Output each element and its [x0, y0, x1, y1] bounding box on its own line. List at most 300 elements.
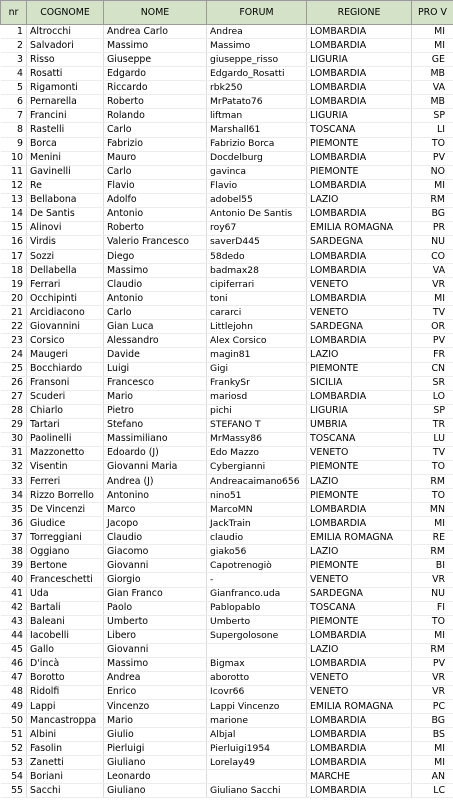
cell-regione: LAZIO [307, 545, 412, 559]
cell-prov: MI [412, 742, 453, 756]
header-forum: FORUM [207, 1, 307, 25]
cell-nr: 55 [1, 784, 27, 798]
cell-cognome: Gavinelli [27, 165, 104, 179]
cell-prov: NU [412, 235, 453, 249]
cell-nome: Flavio [104, 179, 207, 193]
table-row [1, 306, 453, 320]
cell-prov: BI [412, 559, 453, 573]
cell-regione: LIGURIA [307, 109, 412, 123]
table-row [1, 685, 453, 699]
table-row [1, 700, 453, 714]
cell-nr: 40 [1, 573, 27, 587]
table-row [1, 418, 453, 432]
table-row [1, 264, 453, 278]
cell-cognome: De Vincenzi [27, 503, 104, 517]
cell-regione: SICILIA [307, 376, 412, 390]
table-row [1, 545, 453, 559]
header-prov: PRO V [412, 1, 453, 25]
cell-cognome: Bellabona [27, 193, 104, 207]
cell-forum: cipiferrari [207, 278, 307, 292]
cell-prov: VR [412, 278, 453, 292]
cell-nome: Giovanni [104, 559, 207, 573]
cell-nr: 31 [1, 446, 27, 460]
cell-nome: Francesco [104, 376, 207, 390]
cell-nr: 35 [1, 503, 27, 517]
cell-nr: 14 [1, 207, 27, 221]
cell-regione: TOSCANA [307, 123, 412, 137]
cell-regione: LOMBARDIA [307, 503, 412, 517]
cell-nr: 37 [1, 531, 27, 545]
cell-nome: Mario [104, 390, 207, 404]
cell-nome: Massimo [104, 39, 207, 53]
cell-cognome: Franceschetti [27, 573, 104, 587]
cell-regione: VENETO [307, 671, 412, 685]
table-row [1, 559, 453, 573]
cell-nr: 39 [1, 559, 27, 573]
cell-prov: VA [412, 264, 453, 278]
cell-forum: pichi [207, 404, 307, 418]
cell-nome: Giovanni Maria [104, 460, 207, 474]
cell-cognome: Boriani [27, 770, 104, 784]
cell-forum [207, 770, 307, 784]
cell-prov: TO [412, 489, 453, 503]
cell-regione: LOMBARDIA [307, 292, 412, 306]
cell-nr: 16 [1, 235, 27, 249]
cell-nome: Edoardo (J) [104, 446, 207, 460]
cell-forum: saverD445 [207, 235, 307, 249]
table-row [1, 742, 453, 756]
cell-forum: cararci [207, 306, 307, 320]
cell-forum: Alex Corsico [207, 334, 307, 348]
cell-cognome: Oggiano [27, 545, 104, 559]
cell-cognome: Giudice [27, 517, 104, 531]
table-row [1, 334, 453, 348]
cell-forum: Supergolosone [207, 629, 307, 643]
cell-regione: LAZIO [307, 475, 412, 489]
cell-regione: EMILIA ROMAGNA [307, 700, 412, 714]
cell-nr: 28 [1, 404, 27, 418]
cell-nome: Giacomo [104, 545, 207, 559]
cell-nr: 46 [1, 657, 27, 671]
cell-cognome: Ferreri [27, 475, 104, 489]
cell-prov: PV [412, 151, 453, 165]
cell-prov: SP [412, 109, 453, 123]
cell-nome: Alessandro [104, 334, 207, 348]
cell-cognome: Bartali [27, 601, 104, 615]
table-row [1, 728, 453, 742]
table-row [1, 39, 453, 53]
cell-regione: LOMBARDIA [307, 784, 412, 798]
cell-forum: Icovr66 [207, 685, 307, 699]
table-row [1, 657, 453, 671]
cell-nome: Antonino [104, 489, 207, 503]
table-row [1, 53, 453, 67]
cell-nr: 47 [1, 671, 27, 685]
cell-nome: Andrea (J) [104, 475, 207, 489]
cell-regione: LOMBARDIA [307, 629, 412, 643]
cell-prov: CO [412, 250, 453, 264]
cell-forum: STEFANO T [207, 418, 307, 432]
cell-cognome: Paolinelli [27, 432, 104, 446]
cell-cognome: Torreggiani [27, 531, 104, 545]
cell-cognome: Occhipinti [27, 292, 104, 306]
cell-prov: SP [412, 404, 453, 418]
cell-nome: Adolfo [104, 193, 207, 207]
table-row [1, 629, 453, 643]
table-row [1, 404, 453, 418]
cell-cognome: Risso [27, 53, 104, 67]
cell-cognome: Mancastroppa [27, 714, 104, 728]
cell-regione: LOMBARDIA [307, 390, 412, 404]
cell-forum: JackTrain [207, 517, 307, 531]
cell-prov: FI [412, 601, 453, 615]
cell-prov: FR [412, 348, 453, 362]
cell-forum: Littlejohn [207, 320, 307, 334]
cell-nome: Massimiliano [104, 432, 207, 446]
cell-nr: 1 [1, 25, 27, 39]
cell-forum: Albjal [207, 728, 307, 742]
cell-forum: FrankySr [207, 376, 307, 390]
table-row [1, 81, 453, 95]
table-row [1, 320, 453, 334]
cell-cognome: Visentin [27, 460, 104, 474]
cell-nr: 51 [1, 728, 27, 742]
table-row [1, 278, 453, 292]
cell-forum [207, 643, 307, 657]
table-row [1, 109, 453, 123]
cell-nr: 49 [1, 700, 27, 714]
cell-prov: MI [412, 292, 453, 306]
cell-cognome: Sozzi [27, 250, 104, 264]
cell-cognome: Bocchiardo [27, 362, 104, 376]
cell-nr: 36 [1, 517, 27, 531]
cell-cognome: Salvadori [27, 39, 104, 53]
table-row [1, 292, 453, 306]
cell-nome: Claudio [104, 278, 207, 292]
table-row [1, 714, 453, 728]
table-row [1, 376, 453, 390]
cell-nr: 9 [1, 137, 27, 151]
cell-forum: Umberto [207, 615, 307, 629]
cell-forum: Pablopablo [207, 601, 307, 615]
cell-nome: Gian Franco [104, 587, 207, 601]
cell-regione: LOMBARDIA [307, 728, 412, 742]
cell-regione: LAZIO [307, 193, 412, 207]
cell-regione: TOSCANA [307, 601, 412, 615]
cell-nome: Fabrizio [104, 137, 207, 151]
cell-cognome: Fransoni [27, 376, 104, 390]
table-row [1, 193, 453, 207]
cell-nr: 15 [1, 221, 27, 235]
cell-nr: 19 [1, 278, 27, 292]
cell-cognome: Zanetti [27, 756, 104, 770]
cell-forum: Lorelay49 [207, 756, 307, 770]
cell-regione: LOMBARDIA [307, 67, 412, 81]
cell-prov: VR [412, 573, 453, 587]
cell-nome: Giuliano [104, 784, 207, 798]
table-row [1, 123, 453, 137]
cell-nr: 11 [1, 165, 27, 179]
cell-nome: Claudio [104, 531, 207, 545]
cell-prov: SR [412, 376, 453, 390]
cell-regione: LOMBARDIA [307, 517, 412, 531]
table-row [1, 432, 453, 446]
cell-forum: Pierluigi1954 [207, 742, 307, 756]
cell-nome: Enrico [104, 685, 207, 699]
cell-nome: Rolando [104, 109, 207, 123]
cell-regione: LOMBARDIA [307, 95, 412, 109]
cell-nome: Gian Luca [104, 320, 207, 334]
cell-regione: PIEMONTE [307, 615, 412, 629]
cell-forum: marione [207, 714, 307, 728]
cell-regione: LOMBARDIA [307, 179, 412, 193]
cell-regione: LOMBARDIA [307, 25, 412, 39]
table-row [1, 587, 453, 601]
cell-prov: MI [412, 629, 453, 643]
table-row [1, 770, 453, 784]
cell-forum: MarcoMN [207, 503, 307, 517]
cell-cognome: Bertone [27, 559, 104, 573]
table-row [1, 460, 453, 474]
cell-nome: Edgardo [104, 67, 207, 81]
cell-cognome: De Santis [27, 207, 104, 221]
table-row [1, 151, 453, 165]
cell-forum: adobel55 [207, 193, 307, 207]
cell-regione: LOMBARDIA [307, 657, 412, 671]
cell-forum: Giuliano Sacchi [207, 784, 307, 798]
cell-cognome: Rigamonti [27, 81, 104, 95]
cell-prov: PR [412, 221, 453, 235]
table-row [1, 446, 453, 460]
cell-cognome: Rizzo Borrello [27, 489, 104, 503]
cell-forum: Edo Mazzo [207, 446, 307, 460]
cell-prov: TR [412, 418, 453, 432]
cell-nome: Mario [104, 714, 207, 728]
cell-regione: LOMBARDIA [307, 714, 412, 728]
cell-nr: 53 [1, 756, 27, 770]
cell-prov: NO [412, 165, 453, 179]
table-row [1, 250, 453, 264]
cell-forum: aborotto [207, 671, 307, 685]
cell-nome: Libero [104, 629, 207, 643]
table-row [1, 756, 453, 770]
cell-cognome: Dellabella [27, 264, 104, 278]
table-row [1, 348, 453, 362]
cell-forum: roy67 [207, 221, 307, 235]
cell-regione: LAZIO [307, 348, 412, 362]
cell-prov: MI [412, 39, 453, 53]
cell-forum: Andrea [207, 25, 307, 39]
table-row [1, 67, 453, 81]
header-nome: NOME [104, 1, 207, 25]
cell-cognome: Iacobelli [27, 629, 104, 643]
header-regione: REGIONE [307, 1, 412, 25]
table-row [1, 235, 453, 249]
cell-cognome: Scuderi [27, 390, 104, 404]
table-row [1, 137, 453, 151]
cell-nr: 6 [1, 95, 27, 109]
cell-forum: Gigi [207, 362, 307, 376]
cell-regione: LOMBARDIA [307, 151, 412, 165]
cell-nr: 41 [1, 587, 27, 601]
table-row [1, 165, 453, 179]
cell-prov: VR [412, 671, 453, 685]
cell-prov: GE [412, 53, 453, 67]
cell-nome: Pierluigi [104, 742, 207, 756]
cell-forum: Andreacaimano656 [207, 475, 307, 489]
cell-prov: TO [412, 137, 453, 151]
cell-cognome: Borca [27, 137, 104, 151]
cell-nr: 32 [1, 460, 27, 474]
cell-cognome: Ridolfi [27, 685, 104, 699]
cell-cognome: Corsico [27, 334, 104, 348]
cell-regione: PIEMONTE [307, 460, 412, 474]
cell-cognome: Albini [27, 728, 104, 742]
cell-cognome: Chiarlo [27, 404, 104, 418]
cell-nome: Marco [104, 503, 207, 517]
header-nr: nr [1, 1, 27, 25]
cell-nr: 54 [1, 770, 27, 784]
cell-nome: Giuliano [104, 756, 207, 770]
cell-prov: MB [412, 67, 453, 81]
cell-cognome: Rosatti [27, 67, 104, 81]
cell-forum: giuseppe_risso [207, 53, 307, 67]
table-row [1, 517, 453, 531]
cell-nome: Leonardo [104, 770, 207, 784]
cell-cognome: Virdis [27, 235, 104, 249]
cell-nome: Antonio [104, 207, 207, 221]
cell-prov: RM [412, 545, 453, 559]
cell-nome: Vincenzo [104, 700, 207, 714]
cell-cognome: Sacchi [27, 784, 104, 798]
cell-cognome: Gallo [27, 643, 104, 657]
cell-prov: TV [412, 306, 453, 320]
table-row [1, 179, 453, 193]
cell-regione: PIEMONTE [307, 362, 412, 376]
cell-nr: 4 [1, 67, 27, 81]
cell-regione: TOSCANA [307, 432, 412, 446]
cell-prov: MI [412, 756, 453, 770]
cell-forum: nino51 [207, 489, 307, 503]
cell-nome: Carlo [104, 165, 207, 179]
cell-prov: PC [412, 700, 453, 714]
cell-regione: LIGURIA [307, 53, 412, 67]
cell-forum: gavinca [207, 165, 307, 179]
cell-nome: Jacopo [104, 517, 207, 531]
cell-forum: Bigmax [207, 657, 307, 671]
cell-regione: VENETO [307, 446, 412, 460]
cell-prov: MB [412, 95, 453, 109]
cell-prov: CN [412, 362, 453, 376]
cell-regione: EMILIA ROMAGNA [307, 221, 412, 235]
cell-prov: RE [412, 531, 453, 545]
cell-nr: 48 [1, 685, 27, 699]
table-row [1, 615, 453, 629]
cell-nr: 29 [1, 418, 27, 432]
cell-cognome: Arcidiacono [27, 306, 104, 320]
cell-regione: LOMBARDIA [307, 334, 412, 348]
cell-regione: PIEMONTE [307, 165, 412, 179]
cell-prov: MN [412, 503, 453, 517]
cell-cognome: Fasolin [27, 742, 104, 756]
cell-regione: LOMBARDIA [307, 81, 412, 95]
cell-nr: 25 [1, 362, 27, 376]
cell-nr: 7 [1, 109, 27, 123]
cell-prov: TO [412, 615, 453, 629]
table-row [1, 573, 453, 587]
cell-cognome: Re [27, 179, 104, 193]
cell-nome: Giuseppe [104, 53, 207, 67]
cell-nr: 42 [1, 601, 27, 615]
cell-forum: Fabrizio Borca [207, 137, 307, 151]
cell-nome: Paolo [104, 601, 207, 615]
cell-nr: 8 [1, 123, 27, 137]
cell-regione: EMILIA ROMAGNA [307, 531, 412, 545]
cell-nr: 43 [1, 615, 27, 629]
cell-prov: BG [412, 207, 453, 221]
cell-regione: SARDEGNA [307, 587, 412, 601]
cell-forum: MrPatato76 [207, 95, 307, 109]
cell-regione: LOMBARDIA [307, 756, 412, 770]
cell-cognome: Alinovi [27, 221, 104, 235]
cell-regione: PIEMONTE [307, 489, 412, 503]
cell-nome: Massimo [104, 657, 207, 671]
cell-prov: PV [412, 334, 453, 348]
cell-prov: MI [412, 179, 453, 193]
cell-nr: 18 [1, 264, 27, 278]
cell-regione: LOMBARDIA [307, 742, 412, 756]
table-row [1, 601, 453, 615]
cell-cognome: Borotto [27, 671, 104, 685]
header-row [1, 1, 453, 25]
cell-forum: giako56 [207, 545, 307, 559]
cell-cognome: Lappi [27, 700, 104, 714]
table-row [1, 25, 453, 39]
cell-prov: BG [412, 714, 453, 728]
cell-nr: 5 [1, 81, 27, 95]
cell-nome: Davide [104, 348, 207, 362]
cell-nr: 13 [1, 193, 27, 207]
cell-prov: TO [412, 460, 453, 474]
cell-nr: 20 [1, 292, 27, 306]
cell-prov: OR [412, 320, 453, 334]
cell-prov: TV [412, 446, 453, 460]
cell-nr: 44 [1, 629, 27, 643]
cell-nome: Valerio Francesco [104, 235, 207, 249]
table-row [1, 362, 453, 376]
cell-nr: 45 [1, 643, 27, 657]
cell-nome: Andrea [104, 671, 207, 685]
cell-forum: Marshall61 [207, 123, 307, 137]
cell-nr: 2 [1, 39, 27, 53]
cell-cognome: Rastelli [27, 123, 104, 137]
cell-regione: PIEMONTE [307, 559, 412, 573]
cell-cognome: D'incà [27, 657, 104, 671]
cell-cognome: Uda [27, 587, 104, 601]
cell-prov: LI [412, 123, 453, 137]
cell-nr: 50 [1, 714, 27, 728]
cell-prov: NU [412, 587, 453, 601]
cell-prov: VA [412, 81, 453, 95]
cell-regione: LAZIO [307, 643, 412, 657]
cell-forum: toni [207, 292, 307, 306]
cell-nome: Roberto [104, 221, 207, 235]
cell-regione: LOMBARDIA [307, 250, 412, 264]
table-row [1, 475, 453, 489]
cell-forum: 58dedo [207, 250, 307, 264]
cell-nome: Diego [104, 250, 207, 264]
cell-regione: LOMBARDIA [307, 39, 412, 53]
